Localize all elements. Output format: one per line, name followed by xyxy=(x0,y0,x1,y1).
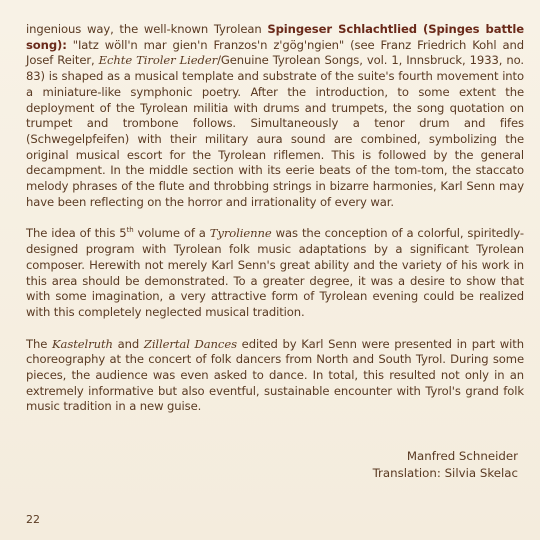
text-run: "Iatz wöll'n mar gien'n Franzos'n z'gög'ngien" (see Franz Friedrich Kohl and Josef Reiter, xyxy=(26,37,524,68)
italic-title-run: Tyrolienne xyxy=(209,226,272,241)
page-number: 22 xyxy=(26,513,40,526)
text-run: edited by Karl Senn were presented in part with choreography at the concert of folk dancers from North and South Tyrol. During some pieces, the audience was even asked to dance. In total, this resulted not only in an extremely informative but also eventful, sustainable encounter with Tyrol's grand folk music tradition in a new guise. xyxy=(26,336,524,414)
translation-credit: Translation: Silvia Skelac xyxy=(372,466,518,480)
text-run: The idea of this 5 xyxy=(26,226,127,241)
body-text xyxy=(26,22,524,431)
paragraph-3 xyxy=(26,337,524,416)
italic-title-run: Echte Tiroler Lieder xyxy=(98,53,218,68)
text-run: ingenious way, the well-known Tyrolean xyxy=(26,22,268,36)
bold-title-run: Spingeser Schlachtlied (Spinges battle song): xyxy=(26,22,524,52)
text-run: was the conception of a colorful, spiritedly-designed program with Tyrolean folk music adaptations by a significant Tyrolean composer. Herewith not merely Karl Senn's great ability and the variety of his work in this area should be demonstrated. To a greater degree, it was a desire to show that with some imagination, a very attractive form of Tyrolean evening could be realized with this completely neglected musical tradition. xyxy=(26,226,524,319)
text-run: and xyxy=(112,336,144,351)
italic-title-run: Kastelruth xyxy=(52,336,113,351)
ordinal-suffix: th xyxy=(126,226,134,235)
italic-title-run: Zillertal Dances xyxy=(143,336,237,351)
paragraph-2 xyxy=(26,226,524,320)
author-name: Manfred Schneider xyxy=(406,449,518,463)
paragraph-1 xyxy=(26,22,524,210)
signature-block xyxy=(373,448,518,482)
text-run: The xyxy=(26,336,52,351)
text-run: volume of a xyxy=(133,226,210,241)
text-run: /Genuine Tyrolean Songs, vol. 1, Innsbruck, 1933, no. 83) is shaped as a musical template and substrate of the suite's fourth movement into a miniature-like symphonic poetry. After the introduction, to some extent the deployment of the Tyrolean militia with drums and trumpets, the song quotation on trumpet and trombone follows. Simultaneously a tenor drum and fifes (Schwegelpfeifen) with their military aura sound are combined, symbolizing the original musical escort for the Tyrolean riflemen. This is followed by the general decampment. In the middle section with its eerie beats of the tom-tom, the staccato melody phrases of the flute and throbbing strings in bizarre harmonies, Karl Senn may have been reflecting on the horror and irrationality of every war. xyxy=(26,53,525,209)
